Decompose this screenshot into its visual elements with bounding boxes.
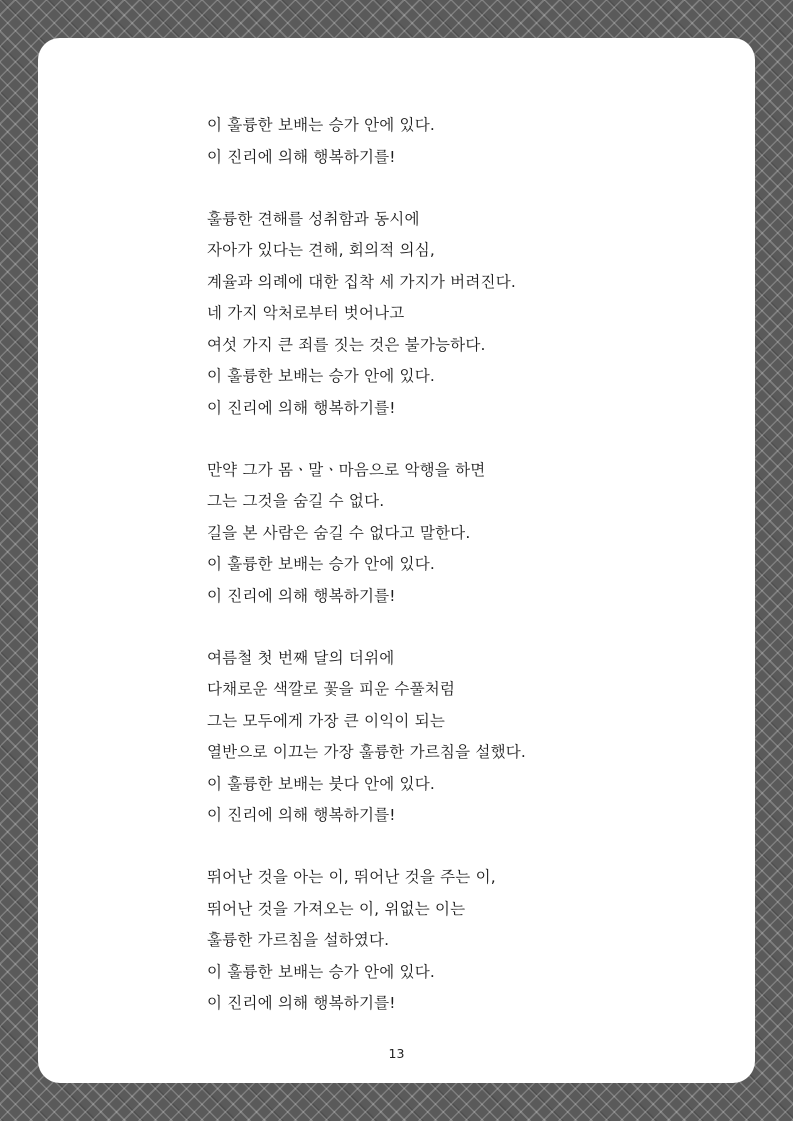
verse-line: 뛰어난 것을 가져오는 이, 위없는 이는 xyxy=(207,899,466,918)
verse-line: 여섯 가지 큰 죄를 짓는 것은 불가능하다. xyxy=(207,335,486,354)
verse-line: 이 진리에 의해 행복하기를! xyxy=(207,586,396,605)
verse-line: 이 진리에 의해 행복하기를! xyxy=(207,806,396,824)
verse-line: 이 훌륭한 보배는 붓다 안에 있다. xyxy=(207,774,436,793)
page-card xyxy=(38,38,755,1083)
stanza xyxy=(207,455,727,613)
page-number: 13 xyxy=(388,1046,405,1061)
verse-text-block xyxy=(207,110,727,1050)
verse-line: 훌륭한 견해를 성취함과 동시에 xyxy=(207,209,420,228)
stanza xyxy=(207,204,727,425)
stanza xyxy=(207,862,727,1020)
verse-line: 뛰어난 것을 아는 이, 뛰어난 것을 주는 이, xyxy=(207,868,496,886)
verse-line: 이 훌륭한 보배는 승가 안에 있다. xyxy=(207,116,436,134)
stanza xyxy=(207,110,727,173)
verse-line: 이 훌륭한 보배는 승가 안에 있다. xyxy=(207,962,436,981)
verse-line: 그는 모두에게 가장 큰 이익이 되는 xyxy=(207,711,446,730)
verse-line: 이 진리에 의해 행복하기를! xyxy=(207,147,396,166)
verse-line: 이 진리에 의해 행복하기를! xyxy=(207,994,396,1012)
stanza xyxy=(207,643,727,832)
verse-line: 만약 그가 몸ㆍ말ㆍ마음으로 악행을 하면 xyxy=(207,460,486,479)
verse-line: 자아가 있다는 견해, 회의적 의심, xyxy=(207,241,436,259)
verse-line: 여름철 첫 번째 달의 더위에 xyxy=(207,648,395,667)
verse-line: 열반으로 이끄는 가장 훌륭한 가르침을 설했다. xyxy=(207,743,527,761)
verse-line: 이 훌륭한 보배는 승가 안에 있다. xyxy=(207,367,436,385)
verse-line: 계율과 의례에 대한 집착 세 가지가 버려진다. xyxy=(207,272,517,291)
verse-line: 훌륭한 가르침을 설하였다. xyxy=(207,931,390,949)
verse-line: 네 가지 악처로부터 벗어나고 xyxy=(207,304,405,322)
verse-line: 그는 그것을 숨길 수 없다. xyxy=(207,492,385,510)
verse-line: 길을 본 사람은 숨길 수 없다고 말한다. xyxy=(207,523,471,542)
verse-line: 이 훌륭한 보배는 승가 안에 있다. xyxy=(207,555,436,573)
verse-line: 다채로운 색깔로 꽃을 피운 수풀처럼 xyxy=(207,680,456,698)
verse-line: 이 진리에 의해 행복하기를! xyxy=(207,398,396,417)
